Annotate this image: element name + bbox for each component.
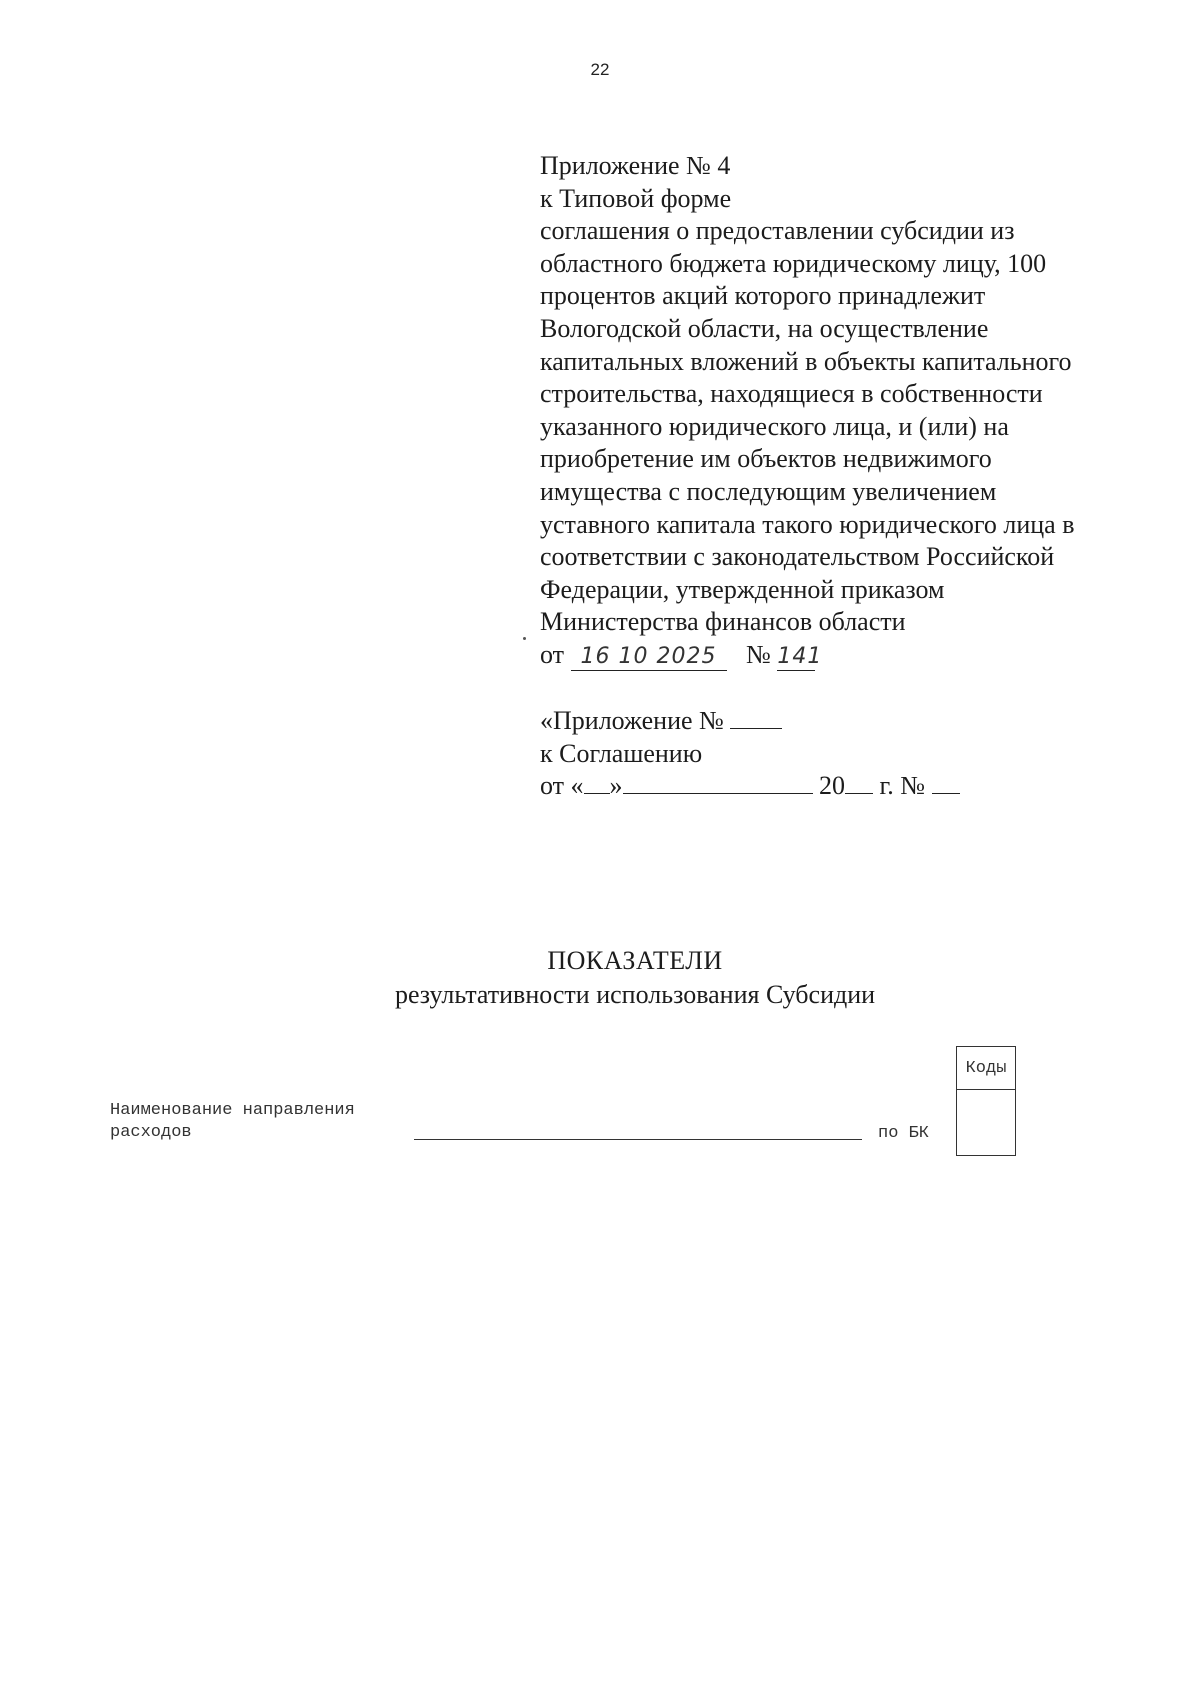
- order-date-handwritten: 16 10 2025: [571, 644, 727, 671]
- appendix-line: указанного юридического лица, и (или) на: [540, 411, 1009, 441]
- appendix-line: капитальных вложений в объекты капитального: [540, 346, 1072, 376]
- title-block: [0, 944, 1200, 1012]
- agreement-year-prefix: 20: [819, 771, 846, 801]
- appendix-line: к Типовой форме: [540, 183, 732, 213]
- agreement-appendix: [540, 705, 1040, 803]
- appendix-line: строительства, находящиеся в собственности: [540, 379, 1043, 409]
- appendix-number-blank[interactable]: [730, 706, 782, 729]
- order-number-handwritten: 141: [777, 643, 823, 669]
- appendix-header: [540, 150, 1160, 672]
- agreement-appendix-label: «Приложение №: [540, 706, 724, 735]
- agreement-line-2: к Соглашению: [540, 738, 703, 768]
- appendix-line: областного бюджета юридическому лицу, 100: [540, 248, 1047, 278]
- appendix-line: имущества с последующим увеличением: [540, 476, 997, 506]
- agreement-day-blank[interactable]: [584, 771, 610, 794]
- agreement-line-3: [540, 770, 1040, 803]
- document-title: ПОКАЗАТЕЛИ: [547, 946, 723, 975]
- appendix-line: уставного капитала такого юридического лица в: [540, 509, 1075, 539]
- agreement-date-prefix: от «: [540, 771, 584, 801]
- scan-dot-mark: [523, 637, 526, 640]
- direction-label: [110, 1100, 355, 1144]
- appendix-line: процентов акций которого принадлежит: [540, 281, 986, 311]
- agreement-quote-close: »: [609, 771, 623, 801]
- agreement-number-blank[interactable]: [932, 771, 960, 794]
- appendix-line: Федерации, утвержденной приказом: [540, 574, 945, 604]
- appendix-line: приобретение им объектов недвижимого: [540, 444, 992, 474]
- appendix-line: соответствии с законодательством Российской: [540, 542, 1055, 572]
- page-number: 22: [590, 60, 610, 79]
- direction-label-line1: Наименование направления: [110, 1101, 355, 1120]
- appendix-line: Министерства финансов области: [540, 607, 906, 637]
- appendix-line: Приложение № 4: [540, 151, 731, 180]
- codes-cell-bk[interactable]: [957, 1091, 1015, 1155]
- agreement-line-1: [540, 705, 1040, 738]
- appendix-line: соглашения о предоставлении субсидии из: [540, 216, 1015, 246]
- codes-header: Коды: [957, 1047, 1015, 1090]
- appendix-line: Вологодской области, на осуществление: [540, 313, 989, 343]
- direction-label-line2: расходов: [110, 1123, 192, 1142]
- direction-field[interactable]: [414, 1139, 862, 1140]
- agreement-number-label: г. №: [879, 771, 926, 801]
- agreement-year-blank[interactable]: [845, 771, 873, 794]
- document-subtitle: результативности использования Субсидии: [394, 980, 876, 1009]
- po-bk-label: по БК: [878, 1124, 930, 1143]
- date-prefix: от: [540, 639, 565, 669]
- number-prefix: №: [746, 639, 771, 669]
- codes-table: [956, 1046, 1016, 1156]
- order-date-number-line: [540, 639, 1160, 672]
- agreement-month-blank[interactable]: [623, 771, 813, 794]
